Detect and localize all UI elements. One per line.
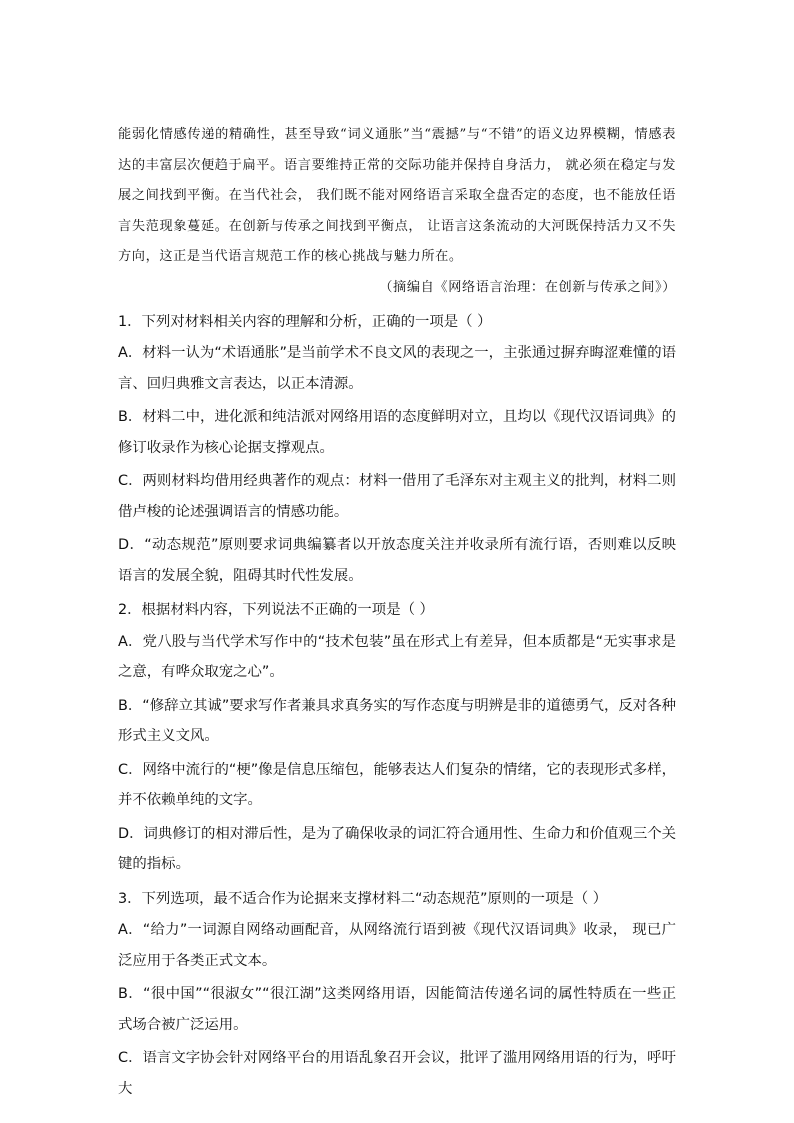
option-b: B．“很中国”“很淑女”“很江湖”这类网络用语，因能简洁传递名词的属性特质在一些正式场合被广泛运用。: [118, 986, 676, 1033]
option-a: A．“给力”一词源自网络动画配音，从网络流行语到被《现代汉语词典》收录， 现已广泛应用于各类正式文本。: [118, 922, 676, 969]
passage-source: （摘编自《网络语言治理：在创新与传承之间》）: [379, 279, 676, 295]
option-a: A．党八股与当代学术写作中的“技术包装”虽在形式上有差异，但本质都是“无实事求是之意，有哗众取宠之心”。: [118, 633, 676, 680]
option-b: B．“修辞立其诚”要求写作者兼具求真务实的写作态度与明辨是非的道德勇气，反对各种形式主义文风。: [118, 697, 676, 744]
option-d: D．词典修订的相对滞后性，是为了确保收录的词汇符合通用性、生命力和价值观三个关键的指标。: [118, 825, 676, 872]
option-c: C．两则材料均借用经典著作的观点：材料一借用了毛泽东对主观主义的批判，材料二则借卢梭的论述强调语言的情感功能。: [118, 473, 676, 520]
option-b: B．材料二中，进化派和纯洁派对网络用语的态度鲜明对立，且均以《现代汉语词典》的修订收录作为核心论据支撑观点。: [118, 409, 676, 456]
passage-paragraph: 能弱化情感传递的精确性，甚至导致“词义通胀”当“震撼”与“不错”的语义边界模糊，情感表达的丰富层次便趋于扁平。语言要维持正常的交际功能并保持自身活力， 就必须在稳定与发展之间找到平衡。在当代社会， 我们既不能对网络语言采取全盘否定的态度，也不能放任语言失范现象蔓延。在创新与传承之间找到平衡点， 让语言这条流动的大河既保持活力又不失方向，这正是当代语言规范工作的核心挑战与魅力所在。: [118, 127, 676, 264]
question-stem: 3．下列选项，最不适合作为论据来支撑材料二“动态规范”原则的一项是（ ）: [118, 890, 608, 907]
option-a: A．材料一认为“术语通胀”是当前学术不良文风的表现之一，主张通过摒弃晦涩难懂的语言、回归典雅文言表达，以正本清源。: [118, 345, 676, 392]
question-3: [118, 884, 676, 1105]
document-page: [118, 120, 676, 1107]
option-c: C．网络中流行的“梗”像是信息压缩包，能够表达人们复杂的情绪，它的表现形式多样，并不依赖单纯的文字。: [118, 761, 676, 808]
option-c: C．语言文字协会针对网络平台的用语乱象召开会议，批评了滥用网络用语的行为，呼吁大: [118, 1050, 676, 1097]
question-stem: 2．根据材料内容，下列说法不正确的一项是（ ）: [118, 602, 434, 618]
question-2: [118, 595, 676, 880]
option-d: D．“动态规范”原则要求词典编纂者以开放态度关注并收录所有流行语，否则难以反映语言的发展全貌，阻碍其时代性发展。: [118, 537, 676, 584]
question-1: [118, 307, 676, 592]
question-stem: 1．下列对材料相关内容的理解和分析，正确的一项是（ ）: [118, 313, 492, 330]
